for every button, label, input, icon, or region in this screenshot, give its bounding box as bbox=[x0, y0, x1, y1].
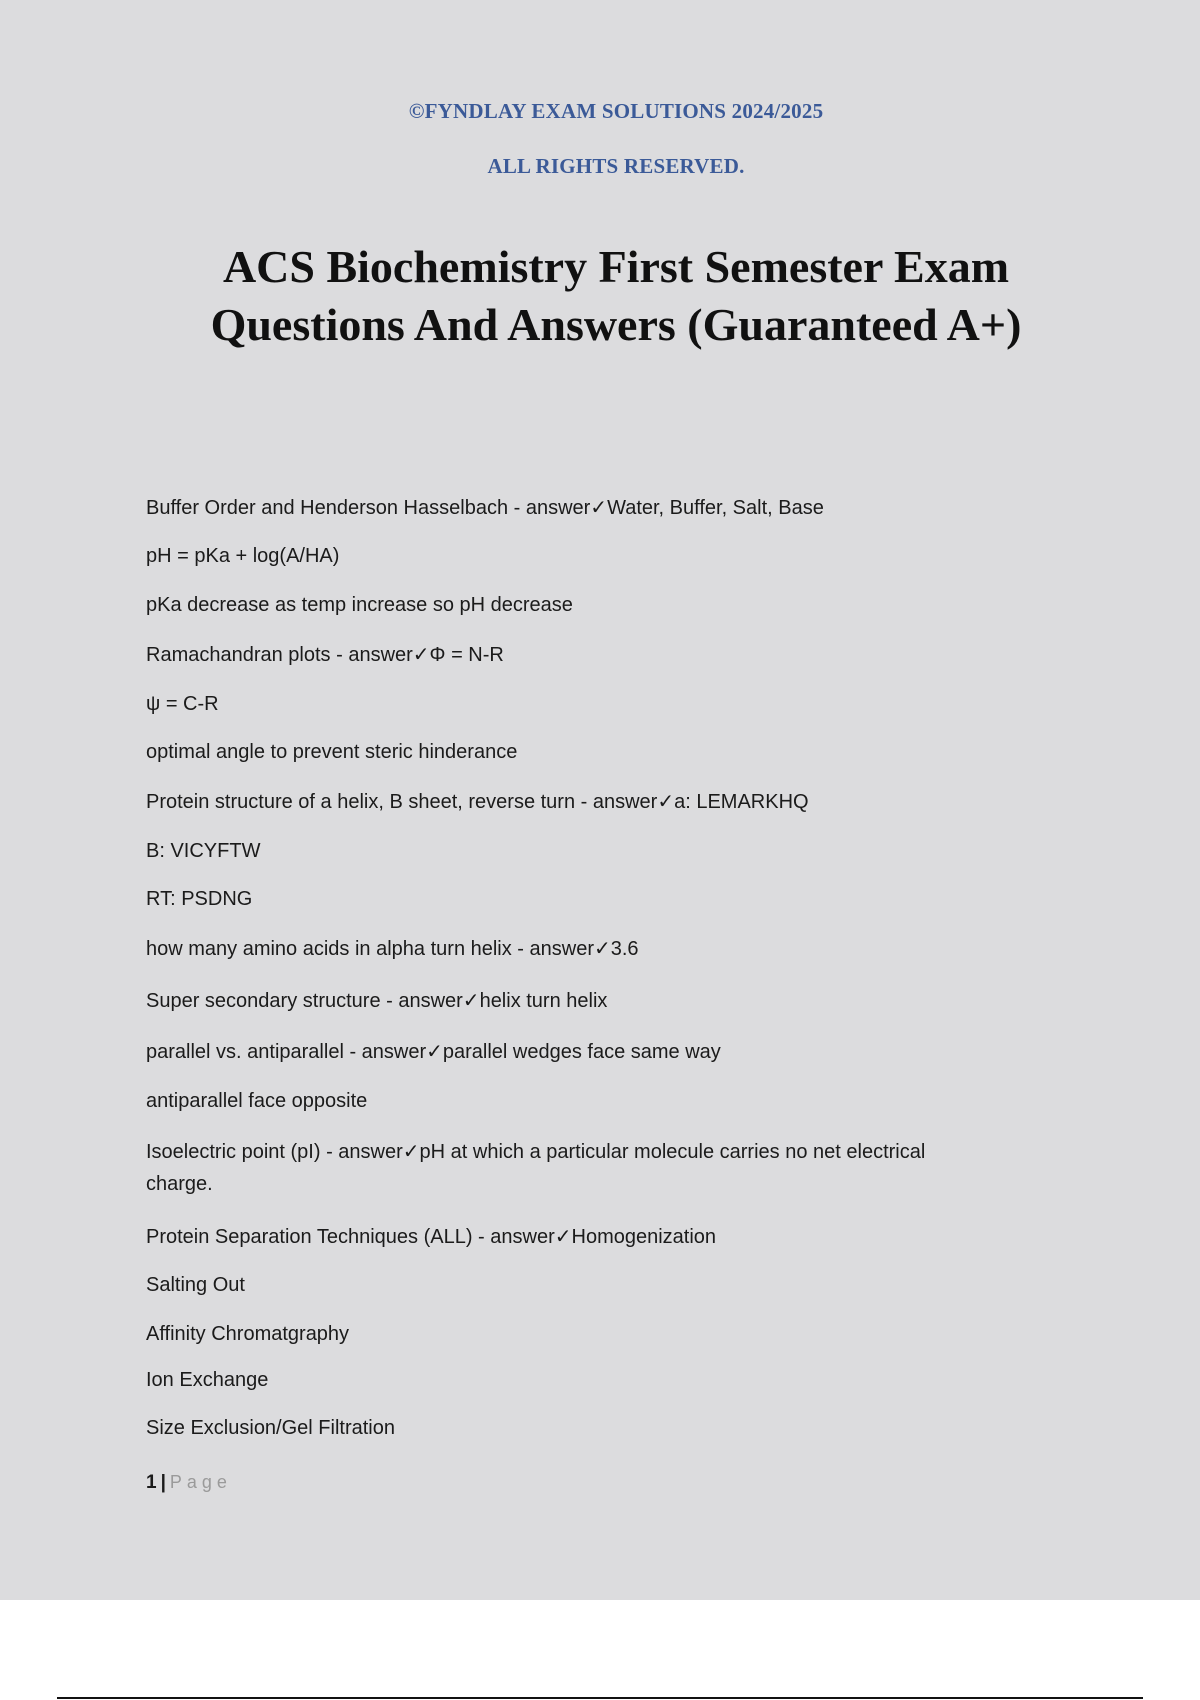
qa-line: parallel vs. antiparallel - answer✓parallel wedges face same way bbox=[146, 1041, 721, 1063]
page-label: Page bbox=[169, 1472, 232, 1492]
qa-line: charge. bbox=[146, 1173, 213, 1195]
qa-line: RT: PSDNG bbox=[146, 888, 253, 910]
document-title bbox=[0, 238, 1200, 354]
qa-line: Ramachandran plots - answer✓Φ = N-R bbox=[146, 644, 504, 666]
qa-line: Protein Separation Techniques (ALL) - answer✓Homogenization bbox=[146, 1226, 717, 1248]
qa-line: pH = pKa + log(A/HA) bbox=[146, 545, 340, 567]
page-footer bbox=[146, 1472, 232, 1494]
qa-line: how many amino acids in alpha turn helix - answer✓3.6 bbox=[146, 938, 639, 960]
title-line-1: ACS Biochemistry First Semester Exam bbox=[222, 241, 1010, 292]
rights-header: ALL RIGHTS RESERVED. bbox=[487, 154, 745, 178]
qa-line: ψ = C-R bbox=[146, 693, 219, 715]
qa-line: Isoelectric point (pI) - answer✓pH at which a particular molecule carries no net electrical bbox=[146, 1141, 926, 1163]
qa-line: Ion Exchange bbox=[146, 1369, 269, 1391]
page-separator: | bbox=[160, 1472, 166, 1493]
qa-line: B: VICYFTW bbox=[146, 840, 261, 862]
qa-line: Protein structure of a helix, B sheet, reverse turn - answer✓a: LEMARKHQ bbox=[146, 791, 809, 813]
qa-line: Super secondary structure - answer✓helix turn helix bbox=[146, 990, 608, 1012]
page-number: 1 bbox=[146, 1472, 157, 1493]
title-line-2: Questions And Answers (Guaranteed A+) bbox=[210, 299, 1022, 350]
copyright-header: ©FYNDLAY EXAM SOLUTIONS 2024/2025 bbox=[408, 99, 824, 123]
qa-line: antiparallel face opposite bbox=[146, 1090, 368, 1112]
qa-line: Buffer Order and Henderson Hasselbach - answer✓Water, Buffer, Salt, Base bbox=[146, 497, 824, 519]
bottom-divider bbox=[57, 1697, 1143, 1699]
qa-line: Salting Out bbox=[146, 1274, 245, 1296]
qa-line: Size Exclusion/Gel Filtration bbox=[146, 1417, 395, 1439]
qa-line: optimal angle to prevent steric hinderance bbox=[146, 741, 518, 763]
qa-line: Affinity Chromatgraphy bbox=[146, 1323, 350, 1345]
qa-line: pKa decrease as temp increase so pH decrease bbox=[146, 594, 573, 616]
